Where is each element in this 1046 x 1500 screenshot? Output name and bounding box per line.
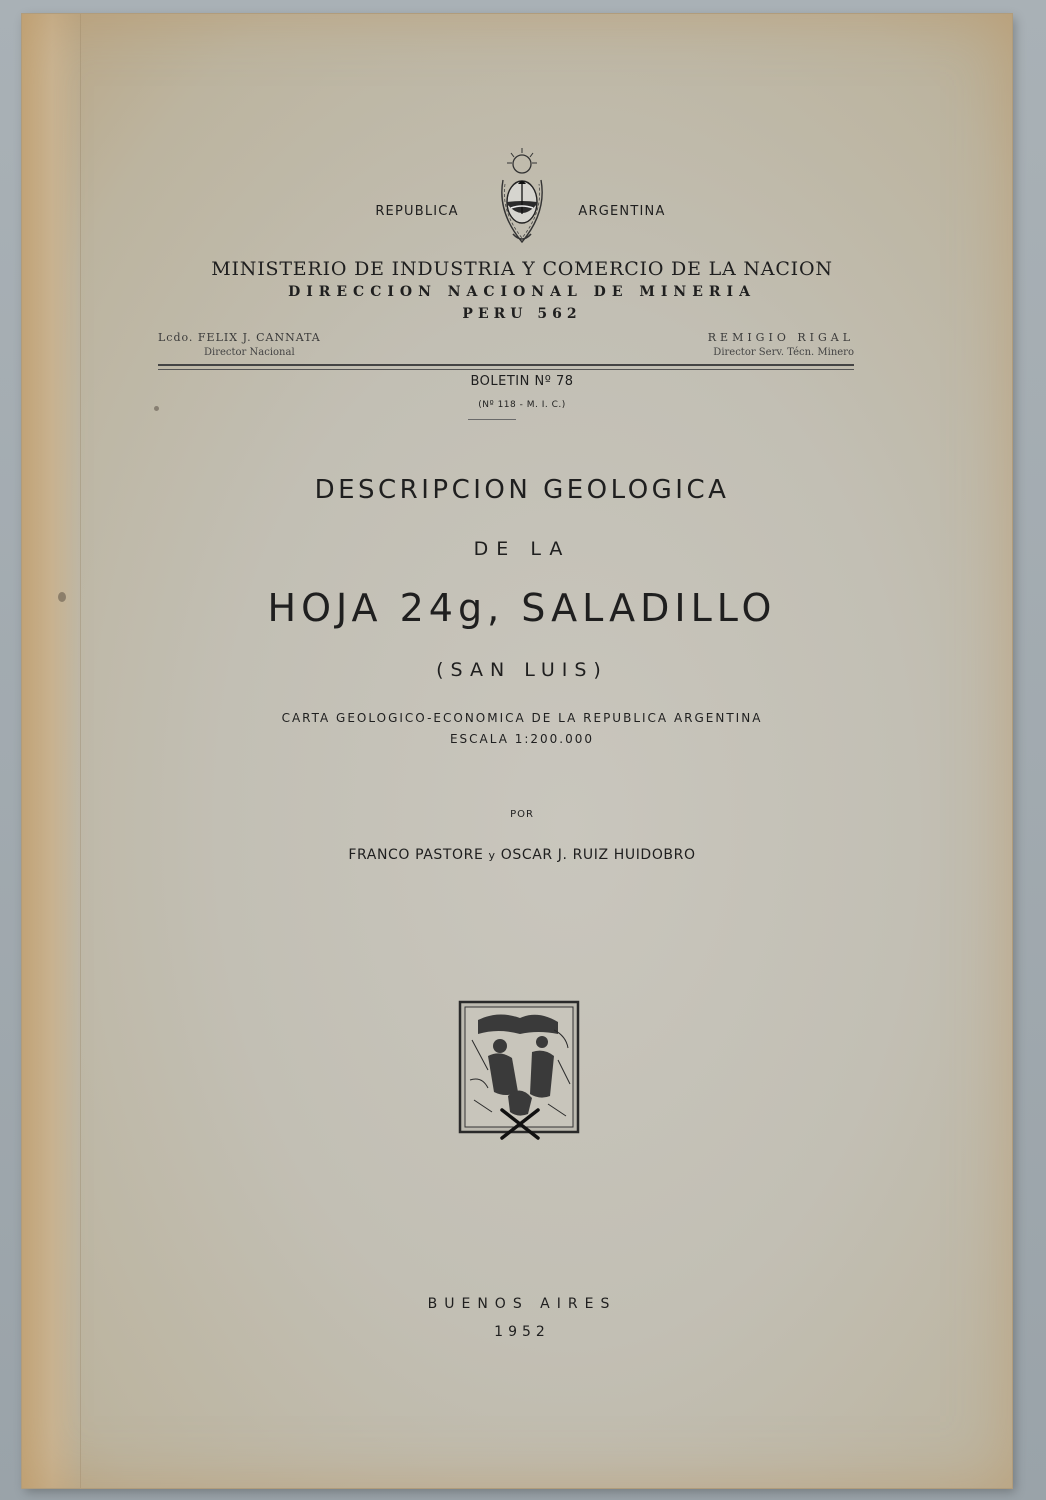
right-signatory-name: REMIGIO RIGAL — [707, 331, 854, 344]
title-line-3: HOJA 24g, SALADILLO — [267, 586, 777, 630]
imprint-year: 1952 — [494, 1324, 550, 1340]
republica-label: REPUBLICA — [375, 204, 459, 219]
authors-line — [262, 847, 782, 863]
series-line-1: CARTA GEOLOGICO-ECONOMICA DE LA REPUBLICA ARGENTINA — [281, 711, 763, 725]
author-2: OSCAR J. RUIZ HUIDOBRO — [500, 847, 696, 863]
right-signatory-role: Director Serv. Técn. Minero — [713, 347, 854, 358]
title-line-1: DESCRIPCION GEOLOGICA — [314, 475, 730, 505]
paper-stain — [154, 406, 159, 411]
booklet-cover — [22, 14, 1012, 1488]
ministry-heading: MINISTERIO DE INDUSTRIA Y COMERCIO DE LA NACION — [211, 258, 833, 280]
series-line-2: ESCALA 1:200.000 — [449, 732, 595, 746]
header-rule — [158, 364, 854, 366]
bulletin-subnumber: (Nº 118 - M. I. C.) — [478, 400, 566, 410]
coat-of-arms-icon — [493, 142, 551, 250]
argentina-label: ARGENTINA — [578, 204, 666, 219]
bulletin-number: BOLETIN Nº 78 — [470, 374, 574, 389]
paper-stain — [58, 592, 66, 602]
left-signatory-role: Director Nacional — [204, 347, 295, 358]
title-line-2: DE LA — [473, 538, 571, 560]
imprint-city: BUENOS AIRES — [427, 1296, 617, 1312]
direction-heading: DIRECCION NACIONAL DE MINERIA — [288, 284, 756, 300]
title-line-4: (SAN LUIS) — [436, 659, 608, 681]
author-conjunction: y — [488, 849, 496, 862]
short-divider — [468, 419, 516, 420]
miners-emblem-icon — [458, 1000, 580, 1140]
address-line: PERU 562 — [462, 306, 582, 322]
spine-fold — [80, 14, 81, 1488]
header-rule-thin — [158, 369, 854, 370]
left-signatory-name: Lcdo. FELIX J. CANNATA — [158, 331, 321, 344]
by-label: POR — [510, 809, 534, 820]
author-1: FRANCO PASTORE — [348, 847, 484, 863]
